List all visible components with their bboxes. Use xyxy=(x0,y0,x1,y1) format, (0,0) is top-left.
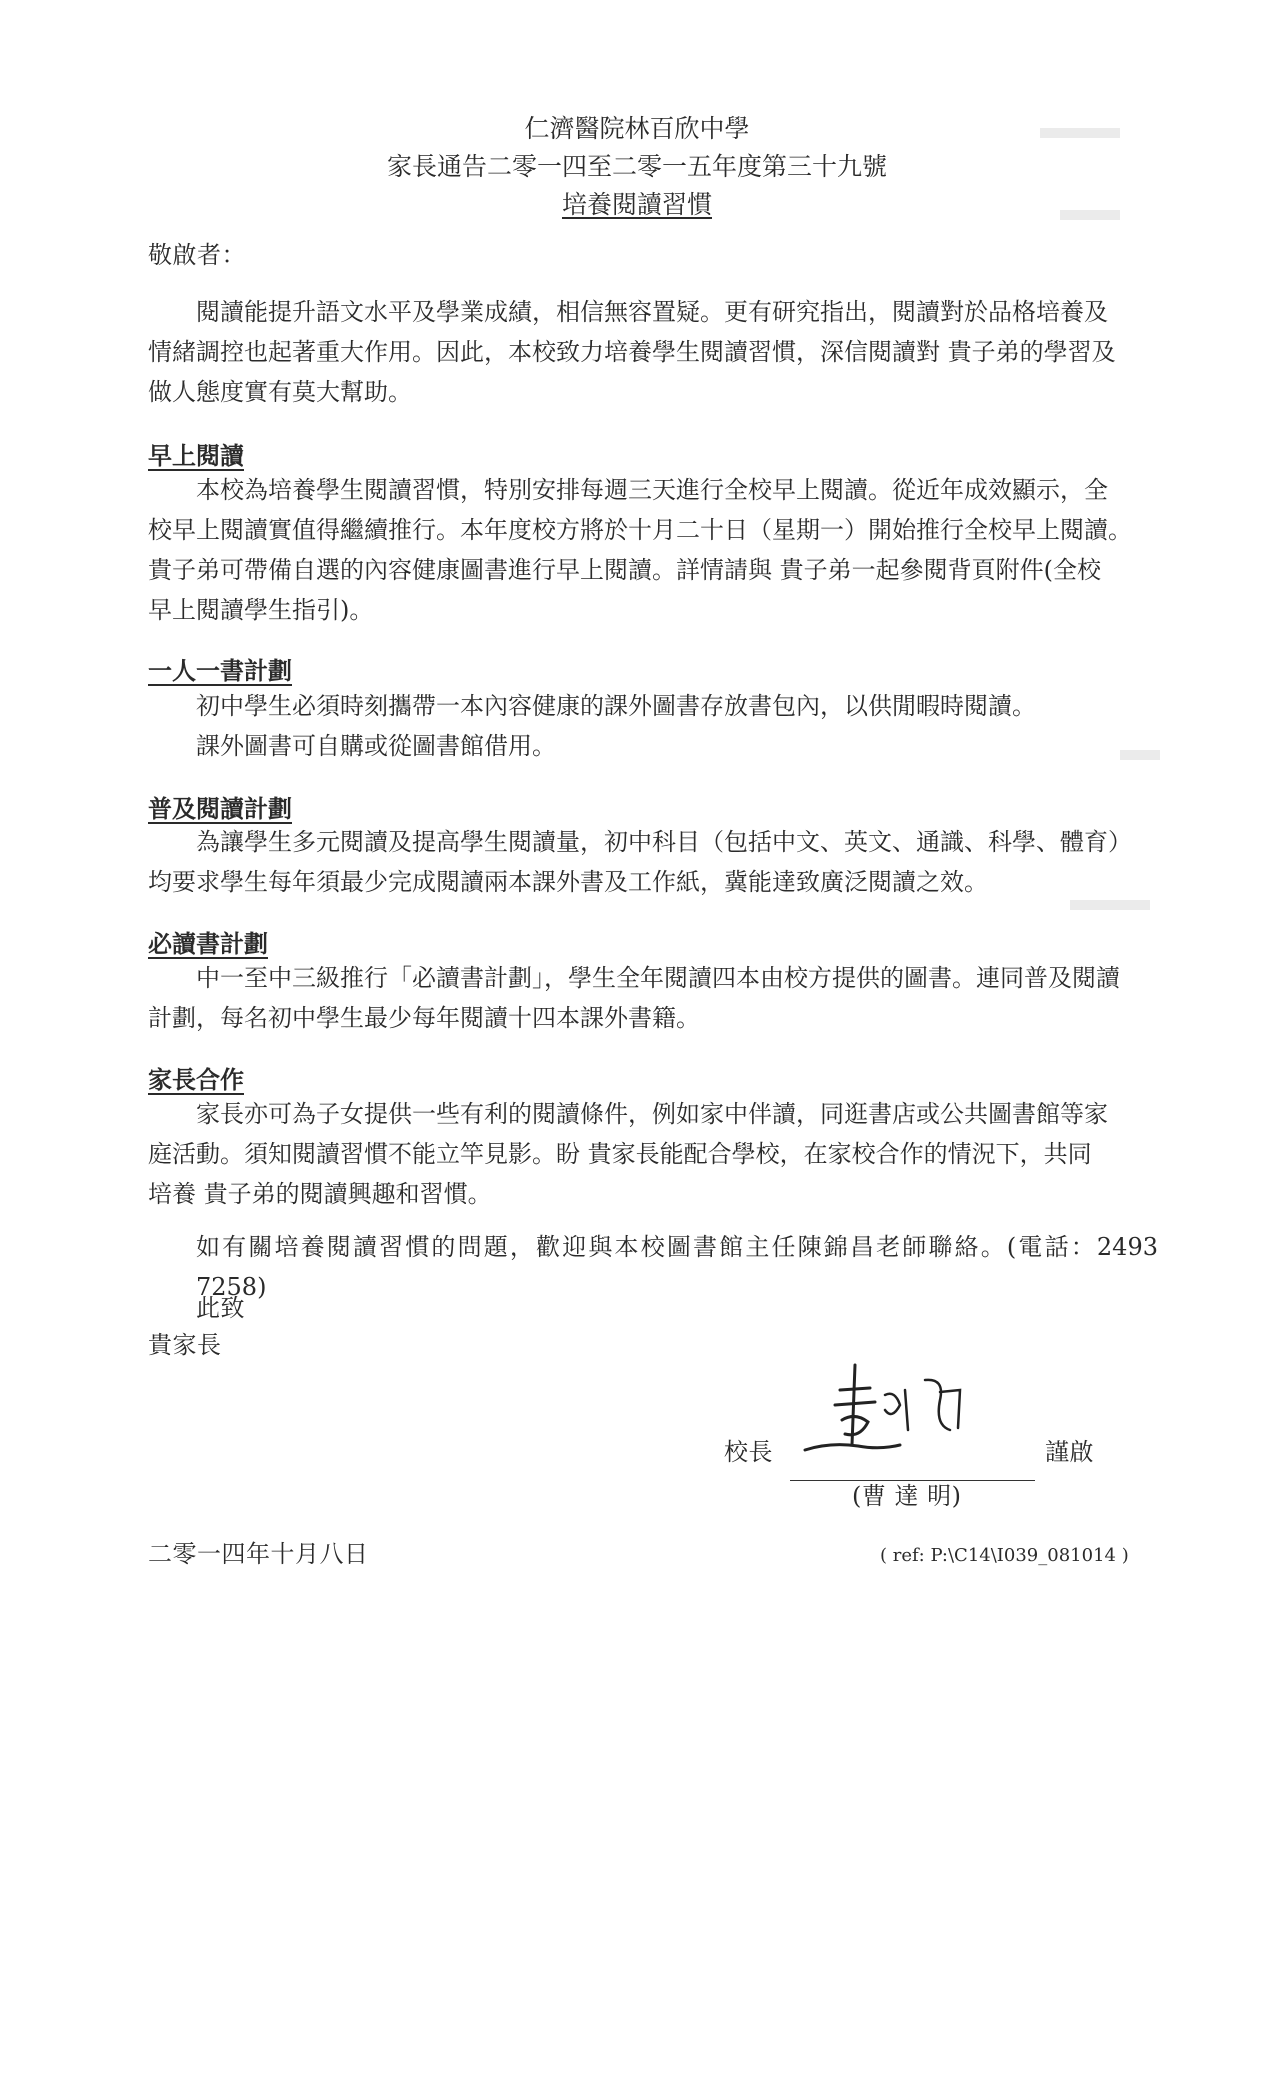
morning-reading-line: 本校為培養學生閱讀習慣，特別安排每週三天進行全校早上閱讀。從近年成效顯示，全 xyxy=(196,476,1108,504)
general-reading-line: 為讓學生多元閱讀及提高學生閱讀量，初中科目（包括中文、英文、通識、科學、體育） xyxy=(196,828,1132,856)
parent-cooperation-line: 家長亦可為子女提供一些有利的閱讀條件，例如家中伴讀，同逛書店或公共圖書館等家 xyxy=(196,1100,1108,1128)
contact-line: 如有關培養閱讀習慣的問題，歡迎與本校圖書館主任陳錦昌老師聯絡。(電話：2493 7258) xyxy=(196,1233,1158,1301)
section-heading-morning-reading: 早上閱讀 xyxy=(148,441,244,470)
signature-title: 校長 xyxy=(724,1438,773,1466)
reference-code: ( ref: P:\C14\I039_081014 ) xyxy=(880,1545,1129,1566)
parent-cooperation-line: 培養 貴子弟的閱讀興趣和習慣。 xyxy=(148,1180,492,1208)
intro-line: 閱讀能提升語文水平及學業成績，相信無容置疑。更有研究指出，閱讀對於品格培養及 xyxy=(196,298,1108,326)
intro-line: 做人態度實有莫大幫助。 xyxy=(148,378,412,406)
required-books-paragraph xyxy=(148,958,1158,1038)
closing-recipient: 貴家長 xyxy=(148,1331,222,1359)
parent-cooperation-line: 庭活動。須知閱讀習慣不能立竿見影。盼 貴家長能配合學校，在家校合作的情況下，共同 xyxy=(148,1140,1092,1168)
contact-paragraph xyxy=(148,1227,1158,1307)
principal-signature xyxy=(800,1350,1000,1480)
one-book-line: 初中學生必須時刻攜帶一本內容健康的課外圖書存放書包內，以供閒暇時閱讀。 xyxy=(196,692,1036,720)
principal-name: (曹 達 明) xyxy=(852,1482,962,1510)
section-heading-parent-cooperation: 家長合作 xyxy=(148,1065,244,1094)
section-heading-required-books: 必讀書計劃 xyxy=(148,929,268,958)
signature-suffix: 謹啟 xyxy=(1045,1438,1094,1466)
required-books-line: 中一至中三級推行「必讀書計劃」，學生全年閱讀四本由校方提供的圖書。連同普及閱讀 xyxy=(196,964,1120,992)
notice-number: 家長通告二零一四至二零一五年度第三十九號 xyxy=(386,152,887,181)
notice-subject: 培養閱讀習慣 xyxy=(561,190,712,219)
parent-cooperation-paragraph xyxy=(148,1094,1158,1214)
notice-date: 二零一四年十月八日 xyxy=(148,1540,369,1568)
intro-line: 情緒調控也起著重大作用。因此，本校致力培養學生閱讀習慣，深信閱讀對 貴子弟的學習及 xyxy=(148,338,1116,366)
morning-reading-line: 早上閱讀學生指引)。 xyxy=(148,596,374,624)
general-reading-paragraph xyxy=(148,822,1158,902)
notice-header xyxy=(0,112,1274,222)
school-name: 仁濟醫院林百欣中學 xyxy=(524,114,750,143)
section-heading-one-book: 一人一書計劃 xyxy=(148,656,292,685)
intro-paragraph xyxy=(148,292,1158,412)
morning-reading-line: 貴子弟可帶備自選的內容健康圖書進行早上閱讀。詳情請與 貴子弟一起參閱背頁附件(全校 xyxy=(148,556,1101,584)
section-heading-general-reading: 普及閱讀計劃 xyxy=(148,794,292,823)
one-book-line: 課外圖書可自購或從圖書館借用。 xyxy=(196,732,556,760)
one-book-paragraph xyxy=(148,686,1158,766)
morning-reading-paragraph xyxy=(148,470,1158,630)
salutation: 敬啟者： xyxy=(148,241,246,269)
required-books-line: 計劃，每名初中學生最少每年閱讀十四本課外書籍。 xyxy=(148,1004,700,1032)
closing-ci-zhi: 此致 xyxy=(196,1294,245,1322)
morning-reading-line: 校早上閱讀實值得繼續推行。本年度校方將於十月二十日（星期一）開始推行全校早上閱讀。 xyxy=(148,516,1132,544)
general-reading-line: 均要求學生每年須最少完成閱讀兩本課外書及工作紙，冀能達致廣泛閱讀之效。 xyxy=(148,868,988,896)
